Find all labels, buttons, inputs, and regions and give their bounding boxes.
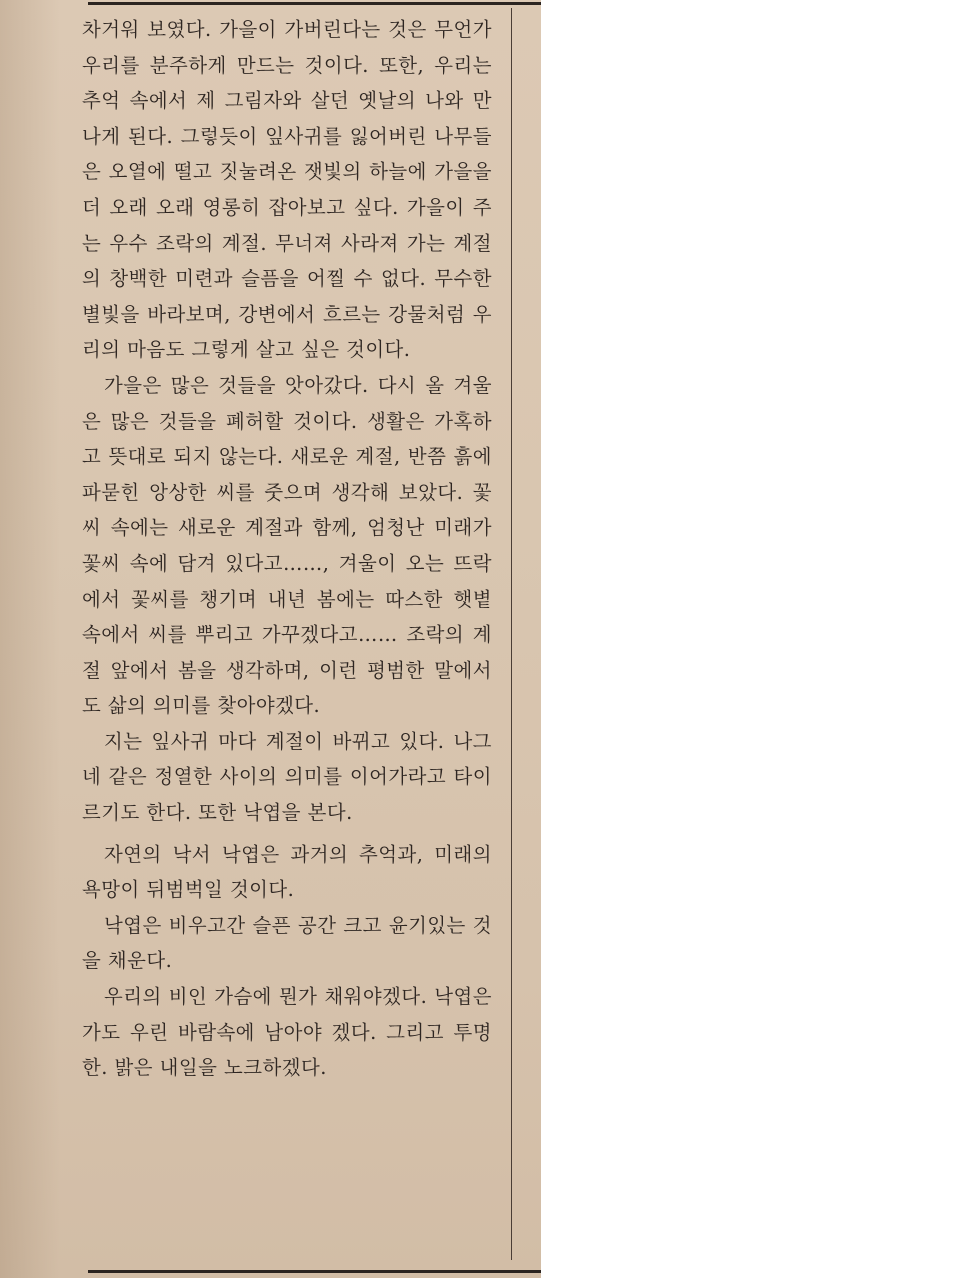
top-rule: [88, 2, 541, 5]
paragraph-6: 우리의 비인 가슴에 뭔가 채워야겠다. 낙엽은 가도 우린 바람속에 남아야 겠다. 그리고 투명한. 밝은 내일을 노크하겠다.: [82, 985, 492, 1080]
paragraph-3: 지는 잎사귀 마다 계절이 바뀌고 있다. 나그네 같은 정열한 사이의 의미를 이어가라고 타이르기도 한다. 또한 낙엽을 본다.: [82, 729, 492, 825]
paragraph-2: 가을은 많은 것들을 앗아갔다. 다시 올 겨울은 많은 것들을 폐허할 것이다. 생활은 가혹하고 뜻대로 되지 않는다. 새로운 계절, 반쯤 흙에 파묻힌 앙상한 씨를 줏으며 생각해 보았다. 꽃씨 속에는 새로운 계절과 함께, 엄청난 미래가 꽃씨 속에 담겨 있다고……, 겨울이 오는 뜨락에서 꽃씨를 챙기며 내년 봄에는 따스한 햇볕 속에서 씨를 뿌리고 가꾸겠다고…… 조락의 계절 앞에서 봄을 생각하며, 이런 평범한 말에서도 삶의 의미를 찾아야겠다.: [82, 373, 492, 718]
paper-shadow: [0, 0, 60, 1278]
article-body: [82, 12, 492, 1086]
paragraph-5: 낙엽은 비우고간 슬픈 공간 크고 윤기있는 것을 채운다.: [82, 913, 492, 973]
bottom-rule: [88, 1270, 541, 1273]
paragraph-1: 차거워 보였다. 가을이 가버린다는 것은 무언가 우리를 분주하게 만드는 것이다. 또한, 우리는 추억 속에서 제 그림자와 살던 옛날의 나와 만나게 된다. 그렇듯이 잎사귀를 잃어버린 나무들은 오열에 떨고 짓눌려온 잿빛의 하늘에 가을을 더 오래 오래 영롱히 잡아보고 싶다. 가을이 주는 우수 조락의 계절. 무너져 사라져 가는 계절의 창백한 미련과 슬픔을 어찔 수 없다. 무수한 별빛을 바라보며, 강변에서 흐르는 강물처럼 우리의 마음도 그렇게 살고 싶은 것이다.: [82, 18, 492, 362]
column-divider: [511, 8, 512, 1260]
paragraph-4: 자연의 낙서 낙엽은 과거의 추억과, 미래의 욕망이 뒤범벅일 것이다.: [82, 842, 492, 902]
